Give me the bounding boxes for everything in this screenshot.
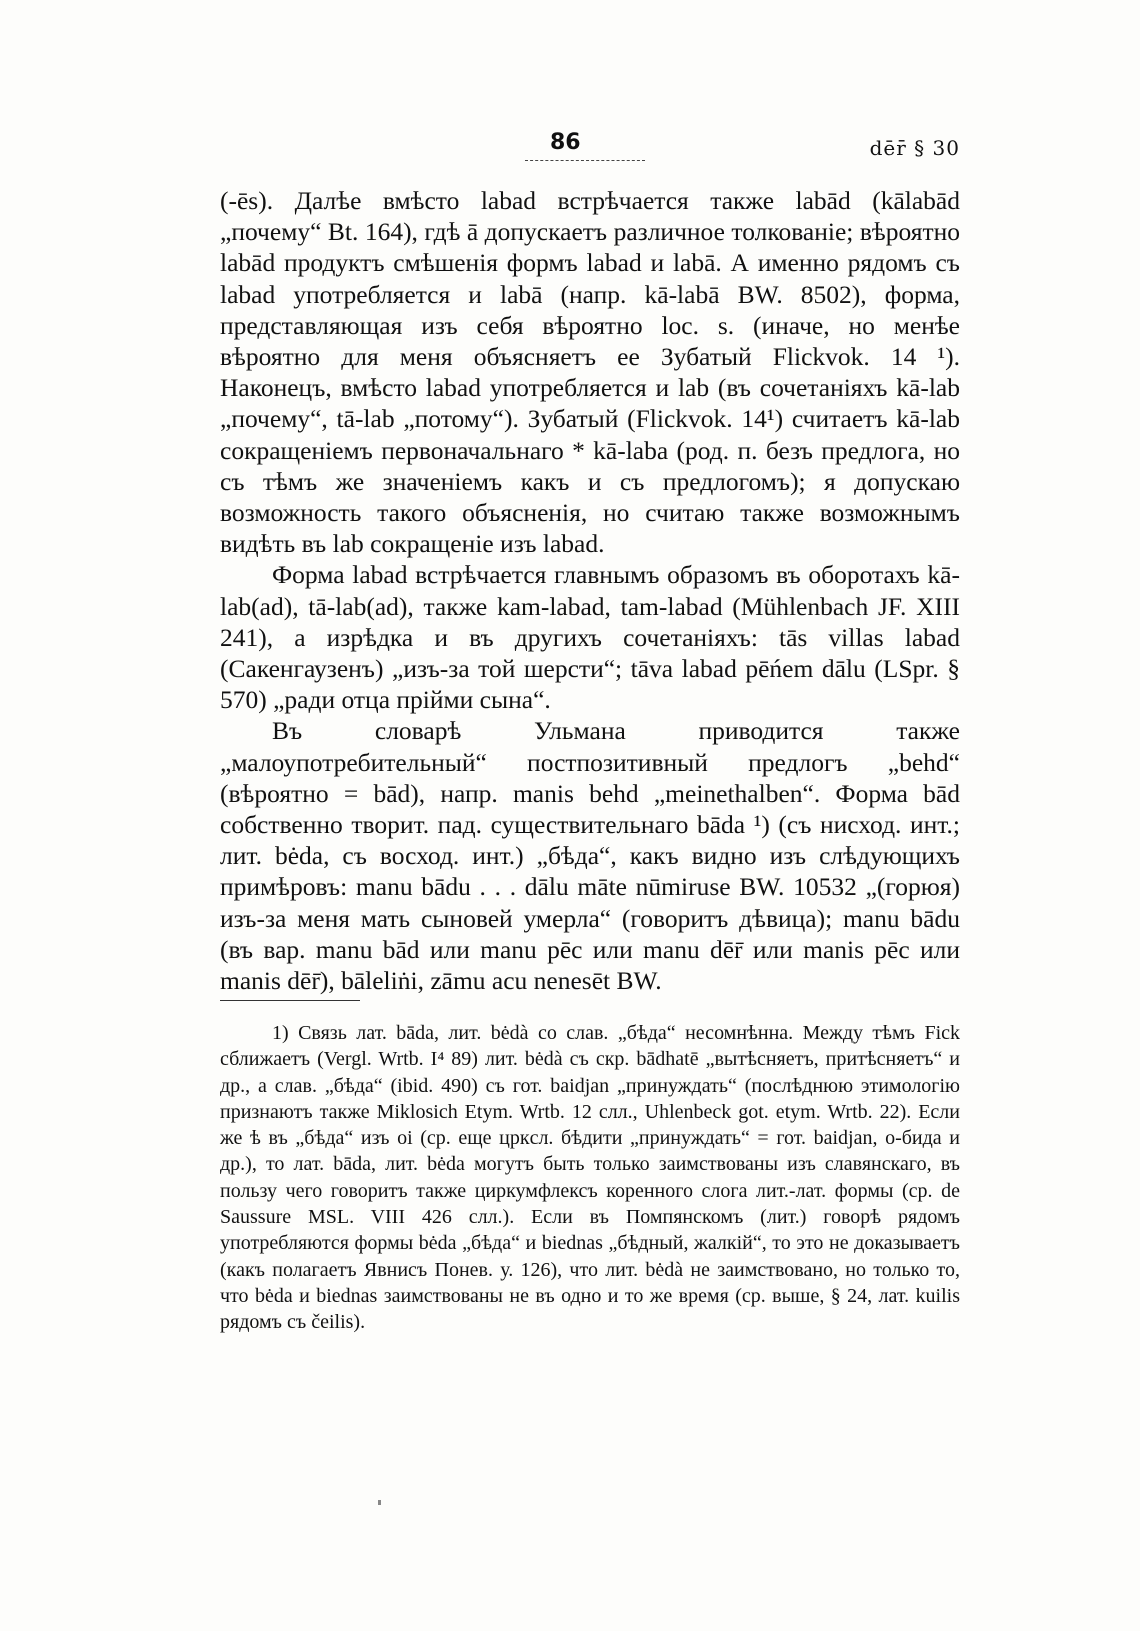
main-text <box>220 185 960 996</box>
scan-speck <box>378 1500 381 1505</box>
page-header <box>220 130 960 170</box>
paragraph-2: Форма labad встрѣчается главнымъ образомъ въ оборотахъ kā-lab(ad), tā-lab(ad), также kam-labad, tam-labad (Mühlenbach JF. XIII 241), а изрѣдка и въ другихъ сочетаніяхъ: tās villas labad (Сакенгаузенъ) „изъ-за той шерсти“; tāva labad pēńem dālu (LSpr. § 570) „ради отца прійми сына“. <box>220 560 960 715</box>
paragraph-1: (-ēs). Далѣе вмѣсто labad встрѣчается также labād (kālabād „почему“ Bt. 164), гдѣ ā допускаетъ различное толкованіе; вѣроятно labād продуктъ смѣшенія формъ labad и labā. А именно рядомъ съ labad употребляется и labā (напр. kā-labā BW. 8502), форма, представляющая изъ себя вѣроятно loc. s. (иначе, но менѣе вѣроятно для меня объясняетъ ее Зубатый Flickvok. 14 ¹). Наконецъ, вмѣсто labad употребляется и lab (въ сочетаніяхъ kā-lab „почему“, tā-lab „потому“). Зубатый (Flickvok. 14¹) считаетъ kā-lab сокращеніемъ первоначальнаго * kā-laba (род. п. безъ предлога, но съ тѣмъ же значеніемъ какъ и съ предлогомъ); я допускаю возможность такого объясненія, но считаю также возможнымъ видѣть въ lab сокращеніе изъ labad. <box>220 186 960 559</box>
running-head: dēr̄ § 30 <box>869 136 960 160</box>
page-number-rule <box>525 160 645 161</box>
page-number: 86 <box>550 130 581 155</box>
paragraph-3: Въ словарѣ Ульмана приводится также „малоупотребительный“ постпозитивный предлогъ „behd“ (вѣроятно = bād), напр. manis behd „meinethalben“. Форма bād собственно творит. пад. существительнаго bāda ¹) (съ нисход. инт.; лит. bėda, съ восход. инт.) „бѣда“, какъ видно изъ слѣдующихъ примѣровъ: manu bādu . . . dālu māte nūmiruse BW. 10532 „(горюя) изъ-за меня мать сыновей умерла“ (говоритъ дѣвица); manu bādu (въ вар. manu bād или manu pēc или manu dēr̄ или manis pēc или manis dēr̄), bāleliṅi, zāmu acu nenesēt BW. <box>220 716 960 996</box>
footnote-divider <box>220 1000 360 1001</box>
footnote-text: 1) Связь лат. bāda, лит. bėdà со слав. „бѣда“ несомнѣнна. Между тѣмъ Fick сближаетъ (Vergl. Wrtb. I⁴ 89) лит. bėdà съ скр. bādhatē „вытѣсняетъ, притѣсняетъ“ и др., а слав. „бѣда“ (ibid. 490) съ гот. baidjan „принуждать“ (послѣднюю этимологію признаютъ также Miklosich Etym. Wrtb. 12 слл., Uhlenbeck got. etym. Wrtb. 22). Если же ѣ въ „бѣда“ изъ oi (ср. еще цркcл. бѣдити „принуждать“ = гот. baidjan, о-бида и др.), то лат. bāda, лит. bėda могутъ быть только заимствованы изъ славянскаго, въ пользу чего говоритъ также циркумфлексъ коренного слога лит.-лат. формы (ср. de Saussure MSL. VIII 426 слл.). Если въ Помпянскомъ (лит.) говорѣ рядомъ употребляются формы bėda „бѣда“ и biednas „бѣдный, жалкій“, то это не доказываетъ (какъ полагаетъ Явнисъ Понев. у. 126), что лит. bėdà не заимствовано, но только то, что bėda и biednas заимствованы не въ одно и то же время (ср. выше, § 24, лат. kuilis рядомъ съ čeilis). <box>220 1022 960 1334</box>
footnote <box>220 1020 960 1336</box>
